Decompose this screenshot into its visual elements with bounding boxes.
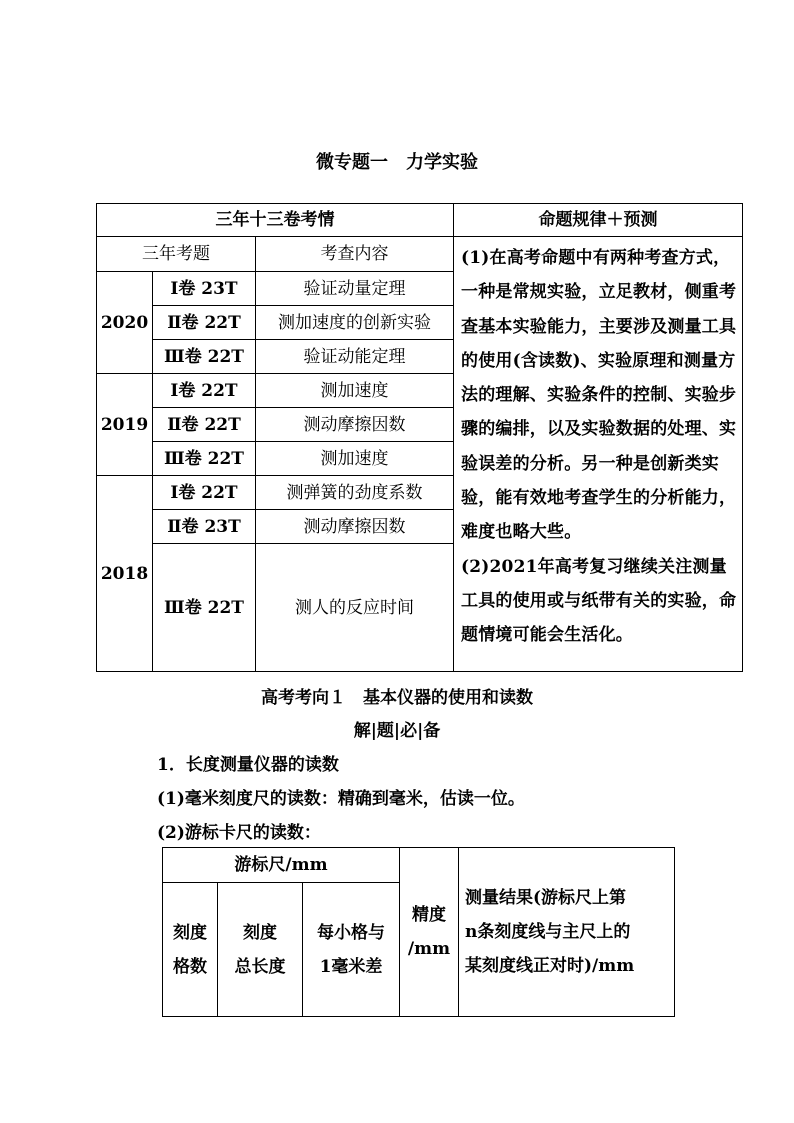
content-cell: 测加速度 [256, 374, 454, 408]
result-header [459, 848, 675, 1017]
header-prediction: 命题规律＋预测 [454, 204, 743, 237]
col-header-content: 考查内容 [256, 237, 454, 272]
sub-heading: 解|题|必|备 [353, 721, 441, 741]
total-length-line-1: 刻度 [243, 922, 277, 943]
content-cell: 测加速度的创新实验 [256, 306, 454, 340]
section-heading: 高考考向１ 基本仪器的使用和读数 [261, 688, 533, 708]
year-cell: 2020 [97, 272, 153, 374]
scale-count-line-1: 刻度 [173, 922, 207, 943]
item-heading: 1．长度测量仪器的读数 [157, 755, 339, 775]
caliper-reading-text: (2)游标卡尺的读数： [157, 823, 321, 843]
diff-line-1: 每小格与 [317, 922, 385, 943]
result-line-3: 某刻度线正对时)/mm [465, 956, 635, 976]
content-cell: 测人的反应时间 [256, 544, 454, 672]
diff-header [303, 883, 400, 1017]
vernier-group-header: 游标尺/mm [163, 848, 400, 883]
prediction-cell [454, 237, 743, 672]
year-cell: 2019 [97, 374, 153, 476]
paper-cell: Ⅰ卷 22T [153, 476, 256, 510]
total-length-line-2: 总长度 [234, 956, 286, 977]
prediction-para-2: (2)2021年高考复习继续关注测量工具的使用或与纸带有关的实验，命题情境可能会生活化。 [461, 556, 737, 646]
paper-cell: Ⅱ卷 22T [153, 306, 256, 340]
precision-unit: /mm [407, 939, 451, 959]
exam-stats-table [96, 203, 743, 672]
paper-cell: Ⅱ卷 23T [153, 510, 256, 544]
result-line-1: 测量结果(游标尺上第 [465, 888, 627, 908]
content-cell: 测弹簧的劲度系数 [256, 476, 454, 510]
content-cell: 测动摩擦因数 [256, 510, 454, 544]
scale-count-line-2: 格数 [173, 956, 207, 977]
precision-label: 精度 [412, 905, 447, 925]
total-length-header [218, 883, 303, 1017]
paper-cell: Ⅰ卷 23T [153, 272, 256, 306]
result-line-2: n条刻度线与主尺上的 [465, 922, 631, 942]
page-title: 微专题一 力学实验 [316, 152, 478, 173]
content-cell: 验证动量定理 [256, 272, 454, 306]
year-cell: 2018 [97, 476, 153, 672]
header-exam-stats: 三年十三卷考情 [97, 204, 454, 237]
prediction-para-1: (1)在高考命题中有两种考查方式，一种是常规实验，立足教材，侧重考查基本实验能力，主要涉及测量工具的使用(含读数)、实验原理和测量方法的理解、实验条件的控制、实验步骤的编排，以及实验数据的处理、实验误差的分析。另一种是创新类实验，能有效地考查学生的分析能力，难度也略大些。 [461, 248, 737, 543]
paper-cell: Ⅱ卷 22T [153, 408, 256, 442]
paper-cell: Ⅲ卷 22T [153, 442, 256, 476]
scale-count-header [163, 883, 218, 1017]
ruler-reading-text: (1)毫米刻度尺的读数：精确到毫米，估读一位。 [157, 789, 525, 809]
paper-cell: Ⅰ卷 22T [153, 374, 256, 408]
diff-line-2: 1毫米差 [319, 956, 383, 977]
col-header-paper: 三年考题 [97, 237, 256, 272]
paper-cell: Ⅲ卷 22T [153, 340, 256, 374]
precision-header [400, 848, 459, 1017]
paper-cell: Ⅲ卷 22T [153, 544, 256, 672]
content-cell: 测动摩擦因数 [256, 408, 454, 442]
content-cell: 验证动能定理 [256, 340, 454, 374]
content-cell: 测加速度 [256, 442, 454, 476]
caliper-table [162, 847, 675, 1017]
